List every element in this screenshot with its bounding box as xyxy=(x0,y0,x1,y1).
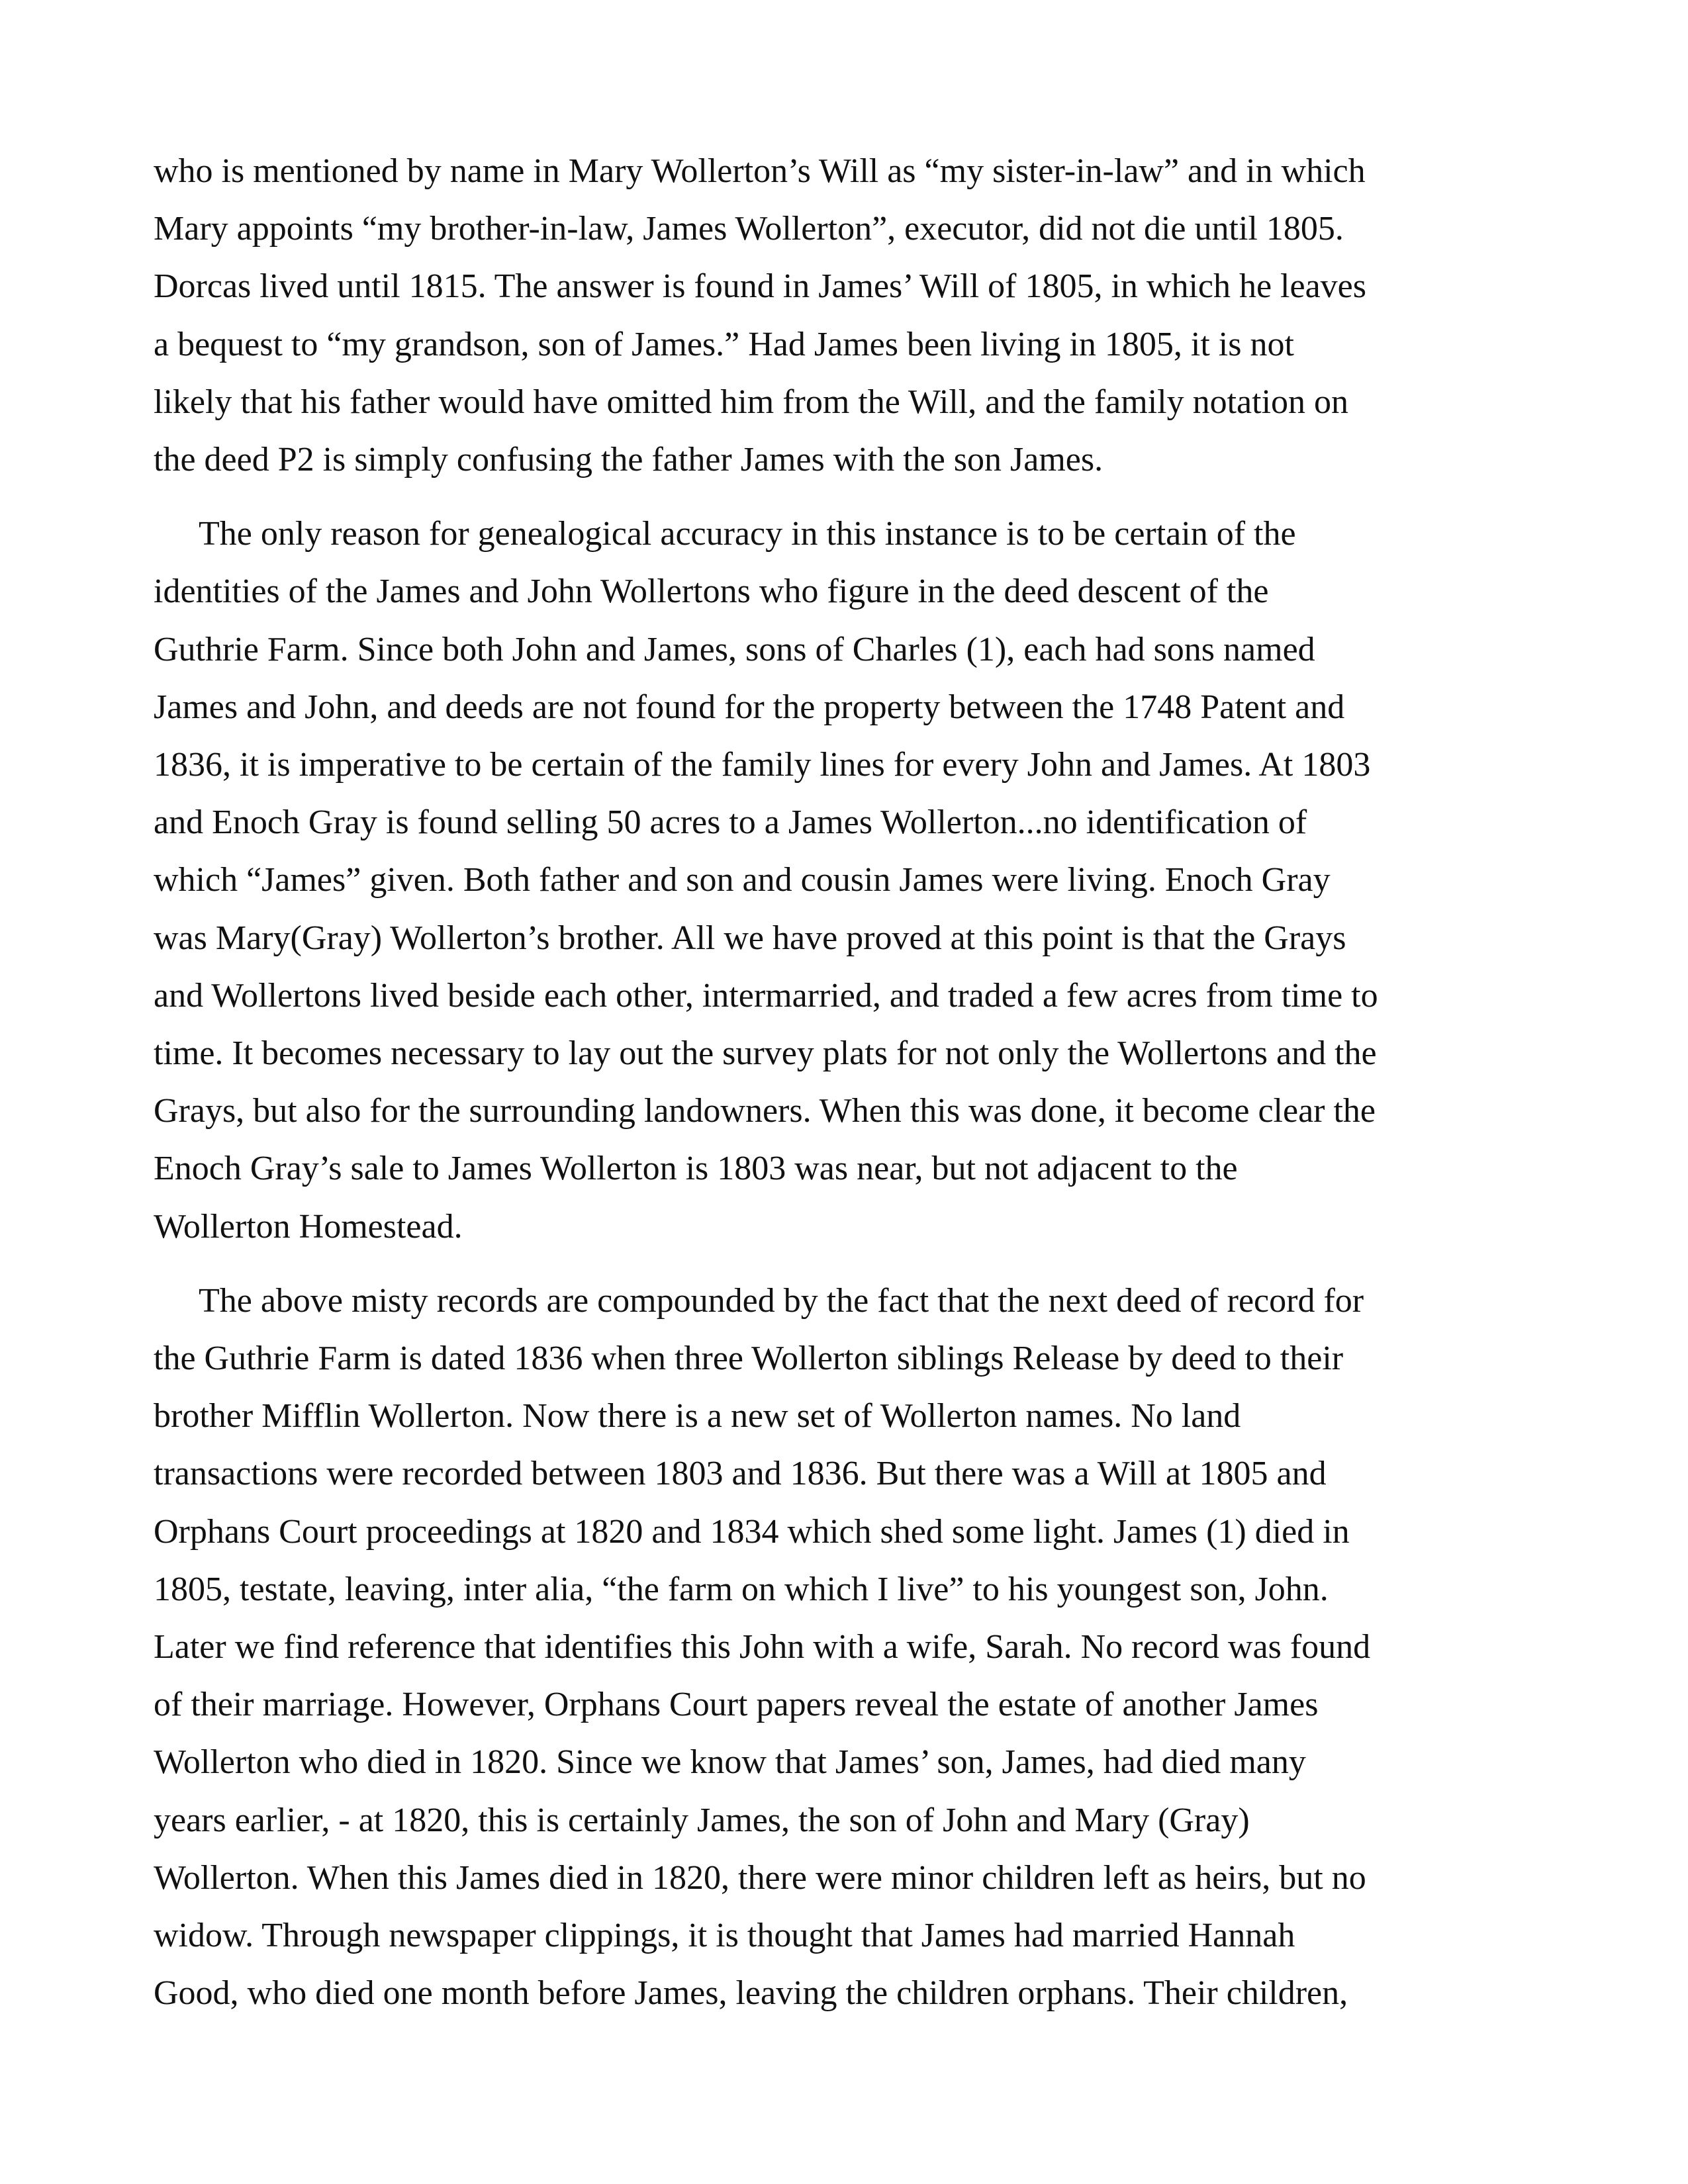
text-line: widow. Through newspaper clippings, it is thought that James had married Hannah xyxy=(154,1917,1295,1955)
text-line: which “James” given. Both father and son and cousin James were living. Enoch Gray xyxy=(154,861,1331,899)
text-line: 1836, it is imperative to be certain of the family lines for every John and James. At 1803 xyxy=(154,746,1371,784)
text-line: transactions were recorded between 1803 and 1836. But there was a Will at 1805 and xyxy=(154,1455,1327,1493)
text-line: Later we find reference that identifies this John with a wife, Sarah. No record was found xyxy=(154,1628,1371,1666)
text-line: a bequest to “my grandson, son of James.” Had James been living in 1805, it is not xyxy=(154,325,1294,363)
text-line: was Mary(Gray) Wollerton’s brother. All we have proved at this point is that the Grays xyxy=(154,919,1346,957)
text-line: likely that his father would have omitted him from the Will, and the family notation on xyxy=(154,383,1349,421)
text-line: Orphans Court proceedings at 1820 and 1834 which shed some light. James (1) died in xyxy=(154,1512,1350,1551)
text-line: and Enoch Gray is found selling 50 acres to a James Wollerton...no identification of xyxy=(154,803,1307,842)
text-line: Wollerton. When this James died in 1820, there were minor children left as heirs, but no xyxy=(154,1858,1366,1897)
text-line: Wollerton who died in 1820. Since we know that James’ son, James, had died many xyxy=(154,1743,1306,1782)
text-line: identities of the James and John Wollertons who figure in the deed descent of the xyxy=(154,572,1269,611)
text-line: of their marriage. However, Orphans Court papers reveal the estate of another James xyxy=(154,1686,1319,1724)
text-line: Dorcas lived until 1815. The answer is found in James’ Will of 1805, in which he leaves xyxy=(154,267,1366,306)
text-line: The only reason for genealogical accuracy in this instance is to be certain of the xyxy=(199,515,1296,553)
text-line: Enoch Gray’s sale to James Wollerton is 1803 was near, but not adjacent to the xyxy=(154,1150,1238,1188)
text-line: Grays, but also for the surrounding landowners. When this was done, it become clear the xyxy=(154,1092,1376,1130)
text-line: Guthrie Farm. Since both John and James, sons of Charles (1), each had sons named xyxy=(154,630,1315,668)
text-line: Mary appoints “my brother-in-law, James Wollerton”, executor, did not die until 1805. xyxy=(154,210,1344,248)
text-line: brother Mifflin Wollerton. Now there is a new set of Wollerton names. No land xyxy=(154,1397,1241,1435)
text-line: Wollerton Homestead. xyxy=(154,1207,463,1246)
text-line: the deed P2 is simply confusing the father James with the son James. xyxy=(154,441,1103,479)
text-line: Good, who died one month before James, leaving the children orphans. Their children, xyxy=(154,1974,1348,2013)
text-line: and Wollertons lived beside each other, intermarried, and traded a few acres from time to xyxy=(154,976,1378,1015)
text-line: the Guthrie Farm is dated 1836 when three Wollerton siblings Release by deed to their xyxy=(154,1340,1344,1378)
text-line: 1805, testate, leaving, inter alia, “the farm on which I live” to his youngest son, John. xyxy=(154,1570,1329,1608)
text-line: James and John, and deeds are not found for the property between the 1748 Patent and xyxy=(154,688,1345,726)
document-page xyxy=(154,142,1537,2023)
text-line: years earlier, - at 1820, this is certainly James, the son of John and Mary (Gray) xyxy=(154,1801,1250,1839)
text-line: The above misty records are compounded by the fact that the next deed of record for xyxy=(199,1281,1364,1320)
paragraph-1 xyxy=(154,142,1537,488)
paragraph-3 xyxy=(154,1272,1537,2023)
paragraph-2 xyxy=(154,505,1537,1255)
text-line: who is mentioned by name in Mary Wollerton’s Will as “my sister-in-law” and in which xyxy=(154,152,1366,190)
text-line: time. It becomes necessary to lay out the survey plats for not only the Wollertons and the xyxy=(154,1034,1377,1073)
